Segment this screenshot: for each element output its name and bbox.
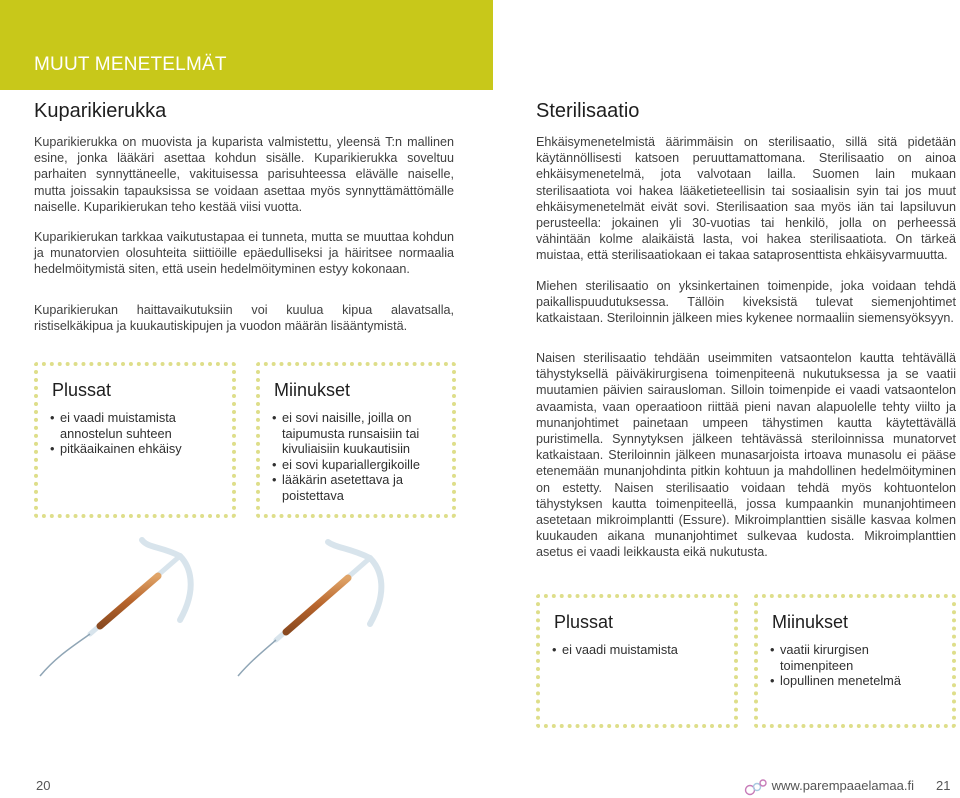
left-paragraph-2: Kuparikierukan tarkkaa vaikutustapaa ei tunneta, mutta se muuttaa kohdun ja munatorvien olosuhteita siittiöille epäedulliseksi ja häiritsee normaalia hedelmöitymistä siten, että usein hedelmöityminen estyy kokonaan. xyxy=(34,230,454,277)
list-item: • ei sovi kupariallergikoille xyxy=(272,457,444,473)
header-band xyxy=(0,0,493,90)
left-paragraph-3: Kuparikierukan haittavaikutuksiin voi kuulua kipua alavatsalla, ristiselkäkipua ja kuukautiskipujen ja vuodon määrän lisääntymistä. xyxy=(34,303,454,334)
left-pros-list xyxy=(50,410,224,457)
iud-device-1 xyxy=(40,540,191,676)
list-item: • lopullinen menetelmä xyxy=(770,673,944,689)
logo-circles-icon xyxy=(744,778,768,796)
list-item: • pitkäaikainen ehkäisy xyxy=(50,441,224,457)
list-item: • lääkärin asetettava ja poistettava xyxy=(272,472,444,503)
page-number-left: 20 xyxy=(36,778,51,793)
right-heading: Sterilisaatio xyxy=(536,100,640,122)
section-title: MUUT MENETELMÄT xyxy=(34,54,227,75)
iud-illustration xyxy=(30,536,490,686)
right-paragraph-2: Miehen sterilisaatio on yksinkertainen toimenpide, joka voidaan tehdä paikallispuudutuksessa. Tällöin kiveksistä tulevat siemenjohtimet katkaistaan. Steriloinnin jälkeen mies kykenee normaaliin siemensyöksyyn. xyxy=(536,279,956,326)
list-item: • ei vaadi muistamista annostelun suhteen xyxy=(50,410,224,441)
list-item: • ei vaadi muistamista xyxy=(552,642,726,658)
left-pros-title: Plussat xyxy=(52,380,112,400)
right-cons-list xyxy=(770,642,944,689)
list-item: • vaatii kirurgisen toimenpiteen xyxy=(770,642,944,673)
left-pros-box xyxy=(34,362,236,518)
page-number-right: 21 xyxy=(936,778,951,793)
right-pros-list xyxy=(552,642,726,658)
right-pros-box xyxy=(536,594,738,728)
left-heading: Kuparikierukka xyxy=(34,100,167,122)
iud-device-2 xyxy=(238,542,381,676)
left-cons-title: Miinukset xyxy=(274,380,351,400)
list-item: • ei sovi naisille, joilla on taipumusta runsaisiin tai kivuliaisiin kuukautisiin xyxy=(272,410,444,457)
right-cons-title: Miinukset xyxy=(772,612,849,632)
right-pros-title: Plussat xyxy=(554,612,614,632)
left-paragraph-1: Kuparikierukka on muovista ja kuparista valmistettu, yleensä T:n mallinen esine, jonka lääkäri asettaa kohdun sisälle. Kuparikierukka soveltuu parhaiten synnyttäneelle, vakituisessa parisuhteessa elävälle naiselle, mutta joissakin tapauksissa se voidaan asettaa myös synnyttämättömälle naiselle. Kuparikierukan teho kestää viisi vuotta. xyxy=(34,135,454,214)
left-cons-list xyxy=(272,410,444,504)
right-paragraph-3: Naisen sterilisaatio tehdään useimmiten vatsaontelon kautta tehtävällä tähystyksellä päiväkirurgisena toimenpiteenä nukutuksessa ja se vaatii muutamien päivien sairausloman. Silloin toimenpide ei vaadi vatsaontelon avaamista, vaan operaatioon riittää pieni navan alapuolelle tehty viilto ja munanjohtimet painetaan umpeen tähystimen kautta käytettävällä puristimella. Synnytyksen jälkeen tehtävässä steriloinnissa munatorvet katkaistaan. Steriloinnin jälkeen munasarjoista irtoava munasolu ei pääse etenemään munanjohdinta pitkin kohtuun ja mahdollinen hedelmöityminen on estetty. Naisen sterilisaatio voidaan tehdä myös kohtuontelon tähystyksen kautta toimenpiteellä, jossa kumpaankin munanjohtimeen asetetaan mikroimplantti (Essure). Mikroimplanttien sisälle kasvaa kolmen kuukauden aikana munanjohtimet sulkevaa kudosta. Mikroimplanttien asetus ei vaadi leikkausta eikä nukutusta. xyxy=(536,351,956,560)
footer-url[interactable]: www.parempaaelamaa.fi xyxy=(771,778,914,793)
right-paragraph-1: Ehkäisymenetelmistä äärimmäisin on sterilisaatio, sillä sitä pidetään käytännöllisesti katsoen peruuttamattomana. Sterilisaatio on ainoa ehkäisymenetelmä, jota valvotaan lailla. Suomen lain mukaan sterilisaatiota voi hakea lääketieteellisin tai sosiaalisin syin tai jos muut ehkäisymenetelmät eivät sovi. Sterilisaation saa myös iän tai lapsiluvun perusteella: jokainen yli 30-vuotias tai henkilö, jolla on perheessä vähintään kolme alaikäistä lasta, voi hakea sterilisaatiota. On tärkeä muistaa, että sterilisaatiokaan ei takaa sataprosenttista ehkäisyvarmuutta. xyxy=(536,135,956,263)
left-cons-box xyxy=(256,362,456,518)
right-cons-box xyxy=(754,594,956,728)
